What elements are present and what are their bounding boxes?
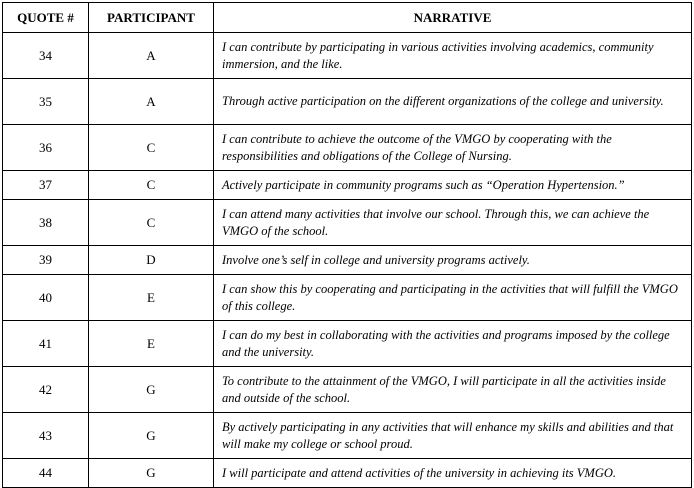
quote-number-cell: 34: [3, 33, 89, 79]
table-row: [3, 413, 692, 459]
quote-number-cell: 43: [3, 413, 89, 459]
quote-number-cell: 40: [3, 275, 89, 321]
quote-number-cell: 36: [3, 125, 89, 171]
quotes-table: [2, 2, 692, 488]
participant-cell: E: [89, 275, 214, 321]
table-row: [3, 321, 692, 367]
narrative-cell: Involve one’s self in college and university programs actively.: [214, 246, 692, 275]
participant-cell: A: [89, 79, 214, 125]
narrative-cell: I can attend many activities that involve our school. Through this, we can achieve the VMGO of the school.: [214, 200, 692, 246]
quotes-table-container: [2, 2, 692, 488]
table-row: [3, 171, 692, 200]
participant-cell: C: [89, 200, 214, 246]
narrative-cell: I can do my best in collaborating with the activities and programs imposed by the college and the university.: [214, 321, 692, 367]
quote-number-cell: 37: [3, 171, 89, 200]
narrative-cell: By actively participating in any activities that will enhance my skills and abilities and that will make my college or school proud.: [214, 413, 692, 459]
table-row: [3, 200, 692, 246]
participant-cell: G: [89, 413, 214, 459]
narrative-cell: I can show this by cooperating and participating in the activities that will fulfill the VMGO of this college.: [214, 275, 692, 321]
header-narrative: NARRATIVE: [214, 3, 692, 33]
header-participant: PARTICIPANT: [89, 3, 214, 33]
participant-cell: E: [89, 321, 214, 367]
quote-number-cell: 38: [3, 200, 89, 246]
narrative-cell: Through active participation on the different organizations of the college and university.: [214, 79, 692, 125]
narrative-cell: Actively participate in community programs such as “Operation Hypertension.”: [214, 171, 692, 200]
quote-number-cell: 42: [3, 367, 89, 413]
header-quote-number: QUOTE #: [3, 3, 89, 33]
participant-cell: C: [89, 171, 214, 200]
table-row: [3, 79, 692, 125]
narrative-cell: I can contribute to achieve the outcome of the VMGO by cooperating with the responsibilities and obligations of the College of Nursing.: [214, 125, 692, 171]
table-row: [3, 459, 692, 488]
participant-cell: G: [89, 367, 214, 413]
table-row: [3, 367, 692, 413]
table-row: [3, 33, 692, 79]
participant-cell: D: [89, 246, 214, 275]
table-row: [3, 275, 692, 321]
narrative-cell: To contribute to the attainment of the VMGO, I will participate in all the activities inside and outside of the school.: [214, 367, 692, 413]
narrative-cell: I will participate and attend activities of the university in achieving its VMGO.: [214, 459, 692, 488]
table-row: [3, 246, 692, 275]
participant-cell: A: [89, 33, 214, 79]
quote-number-cell: 44: [3, 459, 89, 488]
table-row: [3, 125, 692, 171]
quote-number-cell: 35: [3, 79, 89, 125]
table-header-row: [3, 3, 692, 33]
participant-cell: G: [89, 459, 214, 488]
quote-number-cell: 41: [3, 321, 89, 367]
participant-cell: C: [89, 125, 214, 171]
narrative-cell: I can contribute by participating in various activities involving academics, community immersion, and the like.: [214, 33, 692, 79]
quote-number-cell: 39: [3, 246, 89, 275]
